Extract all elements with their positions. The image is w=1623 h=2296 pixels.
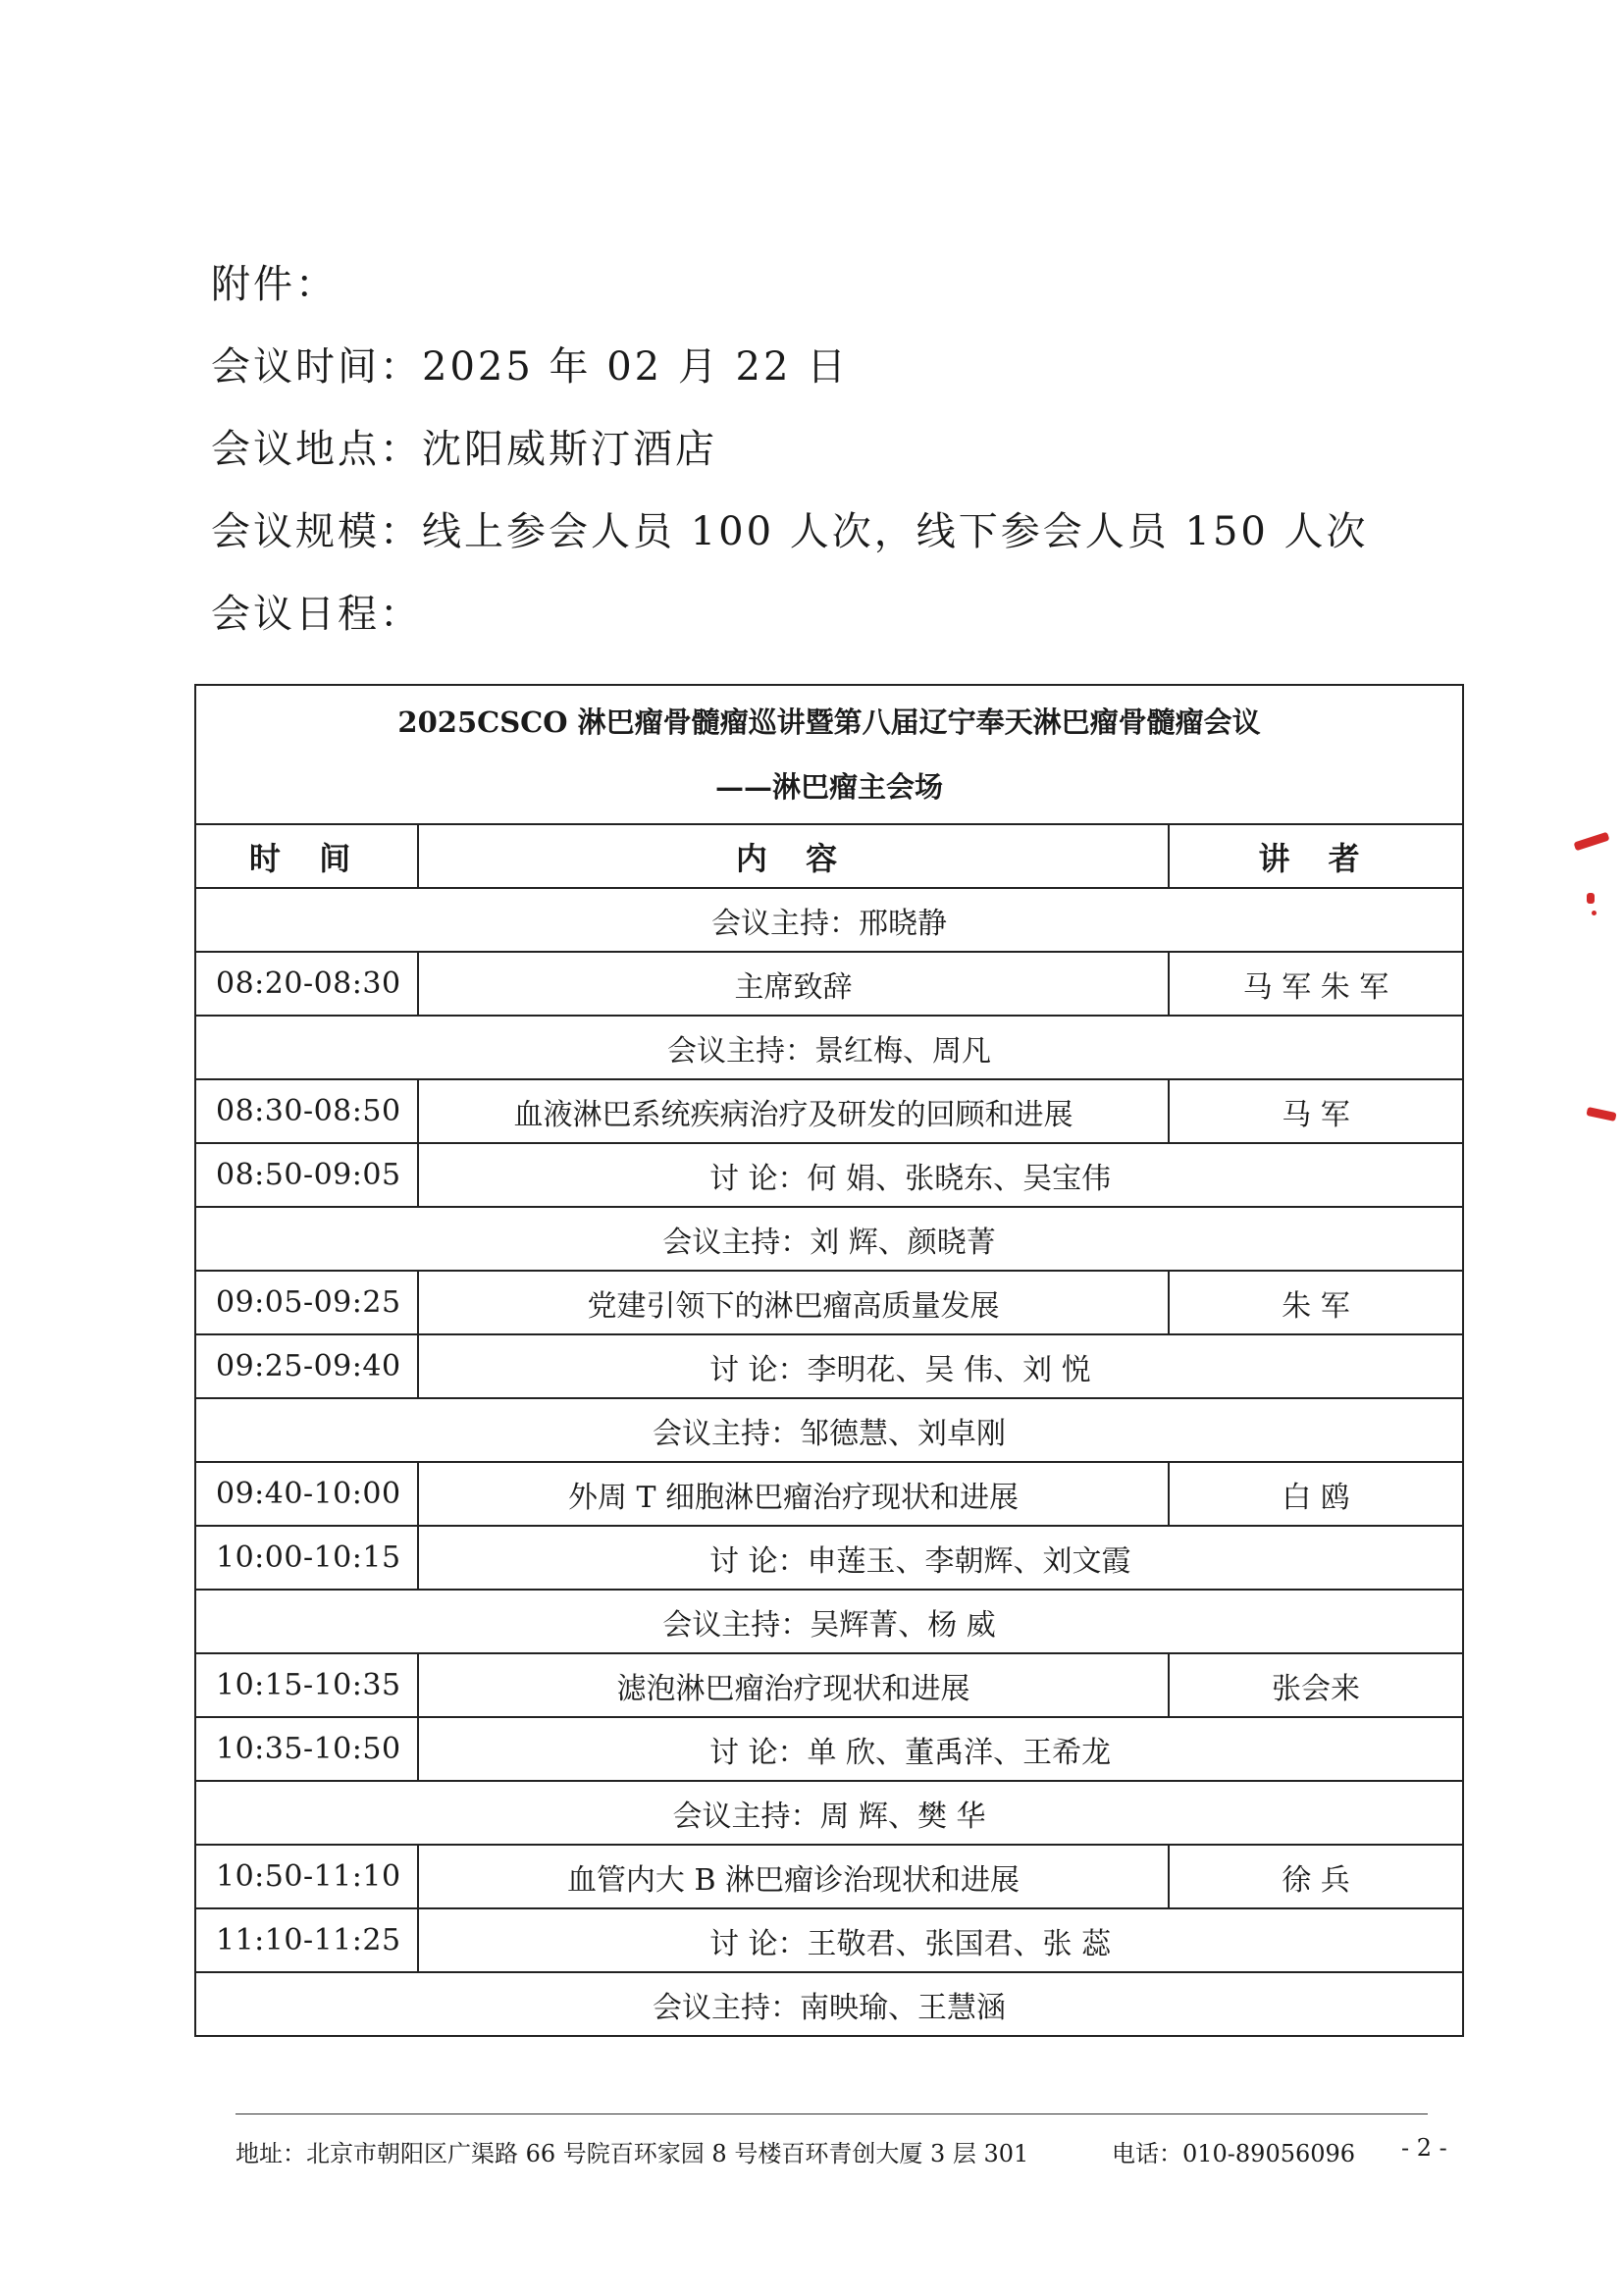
intro-block (211, 243, 1487, 655)
host-cell: 会议主持：刘 辉、颜晓菁 (195, 1207, 1463, 1271)
table-header-row (195, 824, 1463, 888)
header-speaker: 讲 者 (1169, 824, 1463, 888)
table-title-line2: ——淋巴瘤主会场 (715, 770, 944, 804)
table-title (195, 685, 1463, 824)
table-title-row (195, 685, 1463, 824)
speaker-cell: 朱 军 (1169, 1271, 1463, 1334)
attachment-label: 附件： (211, 262, 338, 307)
time-cell: 10:50-11:10 (195, 1845, 418, 1908)
time-cell: 08:20-08:30 (195, 952, 418, 1016)
header-time: 时 间 (195, 824, 418, 888)
host-row (195, 1016, 1463, 1079)
content-cell: 外周 T 细胞淋巴瘤治疗现状和进展 (418, 1462, 1169, 1526)
speaker-cell: 马 军 朱 军 (1169, 952, 1463, 1016)
time-cell: 10:15-10:35 (195, 1653, 418, 1717)
host-row (195, 1972, 1463, 2036)
discussion-cell: 讨 论：李明花、吴 伟、刘 悦 (418, 1334, 1463, 1398)
footer-phone: 电话：010-89056096 (1112, 2140, 1356, 2167)
time-cell: 08:50-09:05 (195, 1143, 418, 1207)
red-stamp-mark (1586, 1107, 1616, 1122)
time-cell: 08:30-08:50 (195, 1079, 418, 1143)
header-content: 内 容 (418, 824, 1169, 888)
host-row (195, 1590, 1463, 1653)
host-cell: 会议主持：南映瑜、王慧涵 (195, 1972, 1463, 2036)
host-cell: 会议主持：景红梅、周凡 (195, 1016, 1463, 1079)
host-row (195, 1398, 1463, 1462)
discussion-cell: 讨 论：何 娟、张晓东、吴宝伟 (418, 1143, 1463, 1207)
session-row (195, 1845, 1463, 1908)
discussion-row (195, 1526, 1463, 1590)
discussion-row (195, 1717, 1463, 1781)
time-cell: 11:10-11:25 (195, 1908, 418, 1972)
red-stamp-mark (1573, 832, 1609, 852)
host-row (195, 1207, 1463, 1271)
discussion-cell: 讨 论：单 欣、董禹洋、王希龙 (418, 1717, 1463, 1781)
time-cell: 09:05-09:25 (195, 1271, 418, 1334)
host-cell: 会议主持：吴辉菁、杨 威 (195, 1590, 1463, 1653)
discussion-row (195, 1908, 1463, 1972)
meeting-scale: 会议规模：线上参会人员 100 人次，线下参会人员 150 人次 (211, 509, 1369, 554)
host-cell: 会议主持：邢晓静 (195, 888, 1463, 952)
time-cell: 10:00-10:15 (195, 1526, 418, 1590)
host-row (195, 888, 1463, 952)
footer-address: 地址：北京市朝阳区广渠路 66 号院百环家园 8 号楼百环青创大厦 3 层 301 (236, 2140, 1029, 2167)
time-cell: 09:40-10:00 (195, 1462, 418, 1526)
content-cell: 血管内大 B 淋巴瘤诊治现状和进展 (418, 1845, 1169, 1908)
footer-divider (236, 2113, 1428, 2114)
host-cell: 会议主持：周 辉、樊 华 (195, 1781, 1463, 1845)
session-row (195, 1653, 1463, 1717)
session-row (195, 1462, 1463, 1526)
table-title-line1: 2025CSCO 淋巴瘤骨髓瘤巡讲暨第八届辽宁奉天淋巴瘤骨髓瘤会议 (397, 705, 1261, 739)
discussion-row (195, 1143, 1463, 1207)
meeting-venue: 会议地点：沈阳威斯汀酒店 (211, 427, 717, 472)
time-cell: 09:25-09:40 (195, 1334, 418, 1398)
agenda-table (194, 684, 1464, 2037)
session-row (195, 1079, 1463, 1143)
time-cell: 10:35-10:50 (195, 1717, 418, 1781)
agenda-label: 会议日程： (211, 592, 422, 637)
meeting-time: 会议时间：2025 年 02 月 22 日 (211, 344, 850, 390)
host-row (195, 1781, 1463, 1845)
discussion-row (195, 1334, 1463, 1398)
content-cell: 血液淋巴系统疾病治疗及研发的回顾和进展 (418, 1079, 1169, 1143)
red-stamp-mark (1587, 893, 1595, 904)
speaker-cell: 马 军 (1169, 1079, 1463, 1143)
discussion-cell: 讨 论：王敬君、张国君、张 蕊 (418, 1908, 1463, 1972)
session-row (195, 1271, 1463, 1334)
content-cell: 滤泡淋巴瘤治疗现状和进展 (418, 1653, 1169, 1717)
content-cell: 主席致辞 (418, 952, 1169, 1016)
host-cell: 会议主持：邹德慧、刘卓刚 (195, 1398, 1463, 1462)
speaker-cell: 张会来 (1169, 1653, 1463, 1717)
page-number: - 2 - (1401, 2134, 1447, 2162)
speaker-cell: 白 鸥 (1169, 1462, 1463, 1526)
red-stamp-mark (1592, 911, 1597, 915)
session-row (195, 952, 1463, 1016)
discussion-cell: 讨 论：申莲玉、李朝辉、刘文霞 (418, 1526, 1463, 1590)
speaker-cell: 徐 兵 (1169, 1845, 1463, 1908)
content-cell: 党建引领下的淋巴瘤高质量发展 (418, 1271, 1169, 1334)
